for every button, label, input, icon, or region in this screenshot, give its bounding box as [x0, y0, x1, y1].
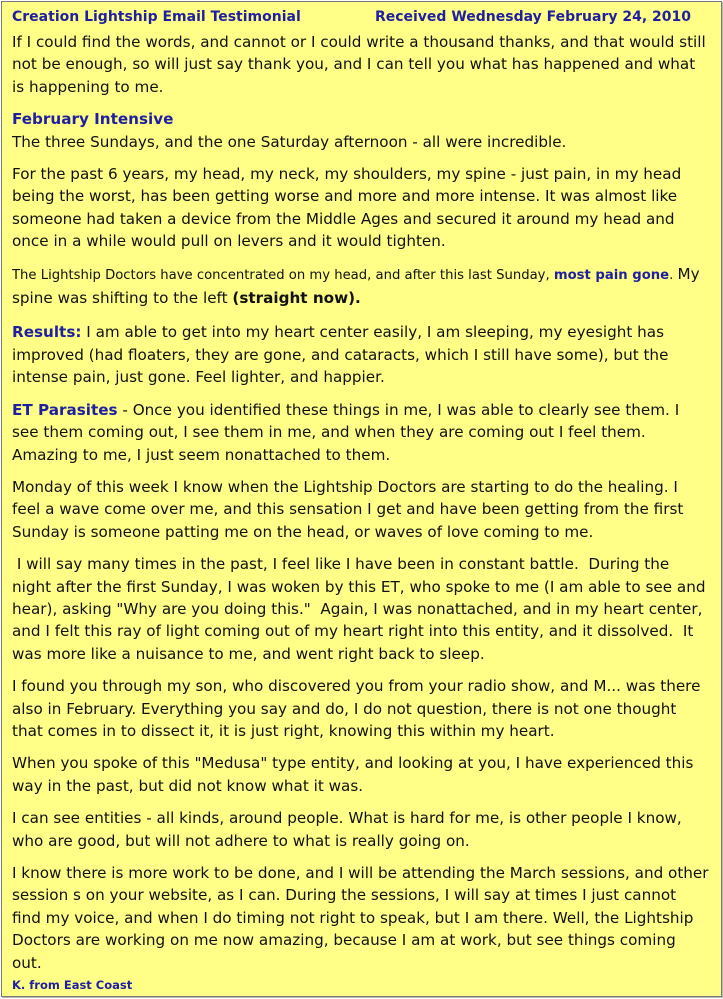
paragraph-entities: I can see entities - all kinds, around people. What is hard for me, is other people I know, who are good, but will not adhere to what is really going on. — [12, 809, 682, 850]
paragraph-son: I found you through my son, who discovered you from your radio show, and M... was there also in February. Everything you say and do, I do not question, there is not one thought that comes in to dissect it, it is just right, knowing this within my heart. — [12, 677, 701, 740]
paragraph-doctors — [12, 263, 709, 312]
results-text: I am able to get into my heart center easily, I am sleeping, my eyesight has improved (had floaters, they are gone, and cataracts, which I still have some), but the intense pain, just gone. Feel lighter, and happier. — [12, 323, 669, 387]
most-pain-gone: most pain gone — [553, 267, 670, 283]
doctors-text-d: My spine was shifting to the left — [12, 264, 700, 308]
paragraph-results — [12, 321, 709, 388]
paragraph-february — [12, 108, 709, 153]
section-title-february: February Intensive — [12, 110, 174, 129]
paragraph-et-parasites — [12, 399, 709, 466]
et-parasites-text: - Once you identified these things in me, I was able to clearly see them. I see them coming out, I see them in me, and when they are coming out I feel them. Amazing to me, I just seem nonattached to them. — [12, 400, 680, 464]
header — [12, 9, 709, 31]
paragraph-medusa: When you spoke of this "Medusa" type entity, and looking at you, I have experienced this way in the past, but did not know what it was. — [12, 754, 694, 795]
doctors-text-c: . — [669, 267, 678, 283]
signature: K. from East Coast — [12, 978, 133, 993]
results-label: Results: — [12, 323, 82, 342]
paragraph-monday: Monday of this week I know when the Lightship Doctors are starting to do the healing. I feel a wave come over me, and this sensation I get and have been getting from the first Sunday is someone patting me on the head, or waves of love coming to me. — [12, 477, 684, 541]
et-parasites-label: ET Parasites — [12, 400, 118, 419]
paragraph-battle: I will say many times in the past, I feel like I have been in constant battle. During the night after the first Sunday, I was woken by this ET, who spoke to me (I am able to see and hear), asking "Why are you doing this." Again, I was nonattached, and in my heart center, and I felt this ray of light coming out of my heart right into this entity, and it dissolved. It was more like a nuisance to me, and went right back to sleep. — [12, 555, 711, 663]
document-title: Creation Lightship Email Testimonial — [12, 9, 301, 25]
february-text: The three Sundays, and the one Saturday afternoon - all were incredible. — [12, 132, 567, 151]
received-date: Received Wednesday February 24, 2010 — [374, 9, 691, 25]
paragraph-thanks: If I could find the words, and cannot or I could write a thousand thanks, and that would still not be enough, so will just say thank you, and I can tell you what has happened and what is happening to me. — [12, 33, 706, 96]
paragraph-more-work: I know there is more work to be done, and I will be attending the March sessions, and other session s on your website, as I can. During the sessions, I will say at times I just cannot find my voice, and when I do timing not right to speak, but I am there. Well, the Lightship Doctors are working on me now amazing, because I am at work, but see things coming out. — [12, 864, 709, 972]
testimonial-page — [1, 1, 722, 997]
straight-now: (straight now). — [232, 289, 361, 308]
doctors-text-a: The Lightship Doctors have concentrated on my head, and after this last Sunday, — [12, 267, 554, 283]
paragraph-pain: For the past 6 years, my head, my neck, my shoulders, my spine - just pain, in my head being the worst, has been getting worse and more and more intense. It was almost like someone had taken a device from the Middle Ages and secured it around my head and once in a while would pull on levers and it would tighten. — [12, 165, 682, 251]
